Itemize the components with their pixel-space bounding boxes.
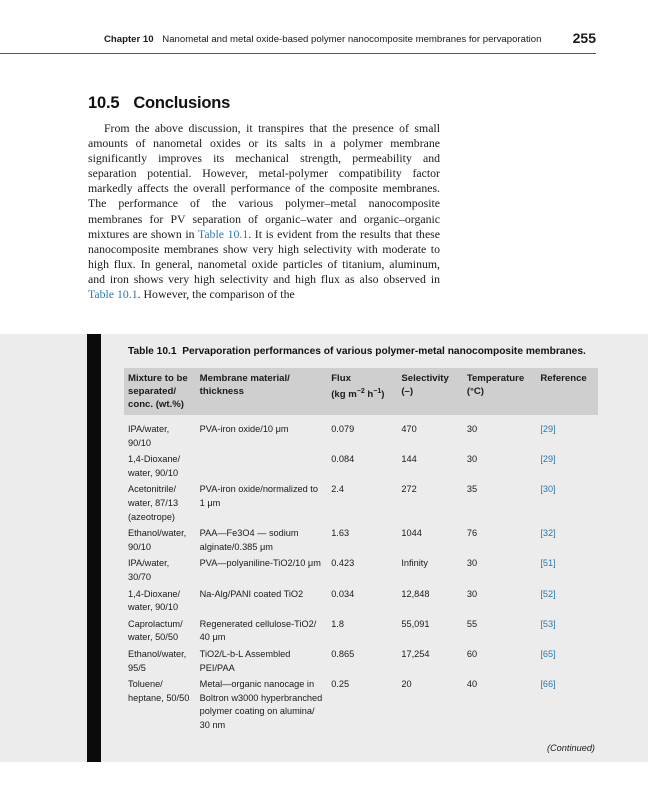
paragraph-text-2: . It is evident from the results that these nanocomposite membranes show very high selectivity with moderate to high flux. In general, nanometal oxide particles of titanium, aluminum, and iron shows very high selectivity and high flux as also observed in bbox=[88, 226, 441, 286]
table-row bbox=[124, 481, 598, 525]
continued-note: (Continued) bbox=[546, 743, 595, 753]
table-header-row bbox=[124, 368, 598, 415]
cell-membrane: TiO2/L-b-L Assembled PEI/PAA bbox=[199, 648, 291, 673]
chapter-label: Chapter 10 bbox=[104, 34, 154, 45]
table-title bbox=[128, 346, 586, 357]
header-mixture: Mixture to be separated/ conc. (wt.%) bbox=[124, 368, 196, 415]
cell-membrane: PVA—polyaniline-TiO2/10 μm bbox=[199, 558, 321, 569]
table-row bbox=[124, 555, 598, 585]
cell-reference[interactable]: [30] bbox=[540, 484, 556, 495]
header-selectivity: Selectivity (–) bbox=[397, 368, 462, 415]
section-title: Conclusions bbox=[133, 94, 231, 112]
conclusions-paragraph bbox=[88, 121, 440, 302]
section-number: 10.5 bbox=[88, 94, 120, 112]
table-link[interactable]: Table 10.1 bbox=[88, 287, 138, 302]
cell-mixture: 1,4-Dioxane/ water, 90/10 bbox=[128, 588, 181, 613]
table-link[interactable]: Table 10.1 bbox=[197, 226, 249, 241]
cell-flux: 0.034 bbox=[331, 588, 355, 599]
cell-flux: 0.084 bbox=[331, 454, 355, 465]
cell-selectivity: Infinity bbox=[401, 558, 428, 569]
cell-mixture: IPA/water, 90/10 bbox=[128, 424, 170, 448]
table-row bbox=[124, 586, 598, 616]
cell-temperature: 35 bbox=[466, 484, 478, 495]
table-row bbox=[124, 676, 598, 733]
cell-membrane bbox=[196, 451, 328, 481]
table-row bbox=[124, 451, 598, 481]
cell-membrane: PAA—Fe3O4 — sodium alginate/0.385 μm bbox=[199, 528, 299, 552]
paragraph-text-3: . However, the comparison of the bbox=[137, 287, 295, 302]
header-reference: Reference bbox=[536, 368, 598, 415]
cell-temperature: 40 bbox=[466, 679, 478, 690]
cell-membrane: PVA-iron oxide/10 μm bbox=[199, 424, 289, 434]
cell-reference[interactable]: [66] bbox=[540, 679, 556, 690]
cell-flux: 0.25 bbox=[331, 679, 350, 690]
header-rule bbox=[0, 53, 596, 54]
page-number: 255 bbox=[572, 30, 596, 46]
cell-temperature: 76 bbox=[466, 528, 478, 539]
cell-temperature: 30 bbox=[466, 424, 478, 434]
cell-reference[interactable]: [29] bbox=[540, 454, 556, 465]
paragraph-text-1: From the above discussion, it transpires that the presence of small amounts of nanometal oxides or its salts in a polymer membrane significantly improves its mechanical strength, permeability and separation potential. However, metal-polymer compatibility factor markedly affects the overall performance of the composite membranes. The performance of the various polymer–metal nanocomposite membranes for PV separation of organic–water and organic–organic mixtures are shown in bbox=[88, 121, 440, 241]
running-header bbox=[104, 30, 596, 46]
cell-selectivity: 20 bbox=[401, 679, 412, 690]
cell-mixture: Ethanol/water, 90/10 bbox=[128, 528, 187, 552]
header-membrane: Membrane material/ thickness bbox=[196, 368, 328, 415]
cell-membrane: Metal—organic nanocage in Boltron w3000 hyperbranched polymer coating on alumina/ 30 nm bbox=[199, 679, 323, 730]
cell-reference[interactable]: [52] bbox=[540, 588, 556, 599]
cell-reference[interactable]: [65] bbox=[540, 648, 556, 659]
cell-mixture: IPA/water, 30/70 bbox=[128, 558, 170, 582]
cell-temperature: 30 bbox=[466, 558, 478, 569]
cell-temperature: 60 bbox=[466, 648, 478, 659]
table-side-bar bbox=[87, 334, 101, 762]
cell-membrane: Regenerated cellulose-TiO2/ 40 μm bbox=[199, 618, 317, 643]
cell-flux: 0.079 bbox=[331, 424, 355, 434]
cell-reference[interactable]: [51] bbox=[540, 558, 556, 569]
table-caption: Pervaporation performances of various polymer-metal nanocomposite membranes. bbox=[182, 346, 586, 357]
cell-flux: 1.8 bbox=[331, 618, 344, 629]
cell-flux: 0.865 bbox=[331, 648, 355, 659]
cell-reference[interactable]: [32] bbox=[540, 528, 556, 539]
cell-selectivity: 144 bbox=[401, 454, 417, 465]
cell-temperature: 30 bbox=[466, 454, 478, 465]
header-flux: Flux (kg $m^{-2}$ $h^{-1}$) bbox=[327, 368, 397, 415]
cell-mixture: Acetonitrile/ water, 87/13 (azeotrope) bbox=[128, 484, 179, 522]
cell-mixture: Ethanol/water, 95/5 bbox=[128, 648, 187, 673]
header-temperature: Temperature (°C) bbox=[463, 368, 537, 415]
cell-temperature: 55 bbox=[466, 618, 478, 629]
cell-mixture: Caprolactum/ water, 50/50 bbox=[128, 618, 183, 643]
cell-temperature: 30 bbox=[466, 588, 478, 599]
cell-selectivity: 55,091 bbox=[401, 618, 430, 629]
table-row bbox=[124, 415, 598, 451]
cell-reference[interactable]: [29] bbox=[540, 424, 556, 434]
cell-flux: 1.63 bbox=[331, 528, 350, 539]
chapter-title: Nanometal and metal oxide-based polymer nanocomposite membranes for pervaporation bbox=[162, 34, 542, 45]
table-row bbox=[124, 525, 598, 555]
cell-membrane: PVA-iron oxide/normalized to 1 μm bbox=[199, 484, 318, 508]
table-row bbox=[124, 646, 598, 676]
cell-selectivity: 12,848 bbox=[401, 588, 430, 599]
table-row bbox=[124, 616, 598, 646]
cell-selectivity: 1044 bbox=[401, 528, 422, 539]
cell-membrane: Na-Alg/PANI coated TiO2 bbox=[199, 588, 304, 599]
cell-reference[interactable]: [53] bbox=[540, 618, 556, 629]
cell-selectivity: 17,254 bbox=[401, 648, 430, 659]
cell-flux: 0.423 bbox=[331, 558, 355, 569]
body-text bbox=[88, 121, 440, 302]
cell-selectivity: 272 bbox=[401, 484, 417, 495]
cell-flux: 2.4 bbox=[331, 484, 344, 495]
section-heading bbox=[88, 94, 230, 113]
performance-table bbox=[124, 368, 598, 733]
cell-mixture: Toluene/ heptane, 50/50 bbox=[128, 679, 190, 703]
table-label: Table 10.1 bbox=[128, 346, 177, 357]
cell-mixture: 1,4-Dioxane/ water, 90/10 bbox=[128, 454, 181, 478]
cell-selectivity: 470 bbox=[401, 424, 417, 434]
